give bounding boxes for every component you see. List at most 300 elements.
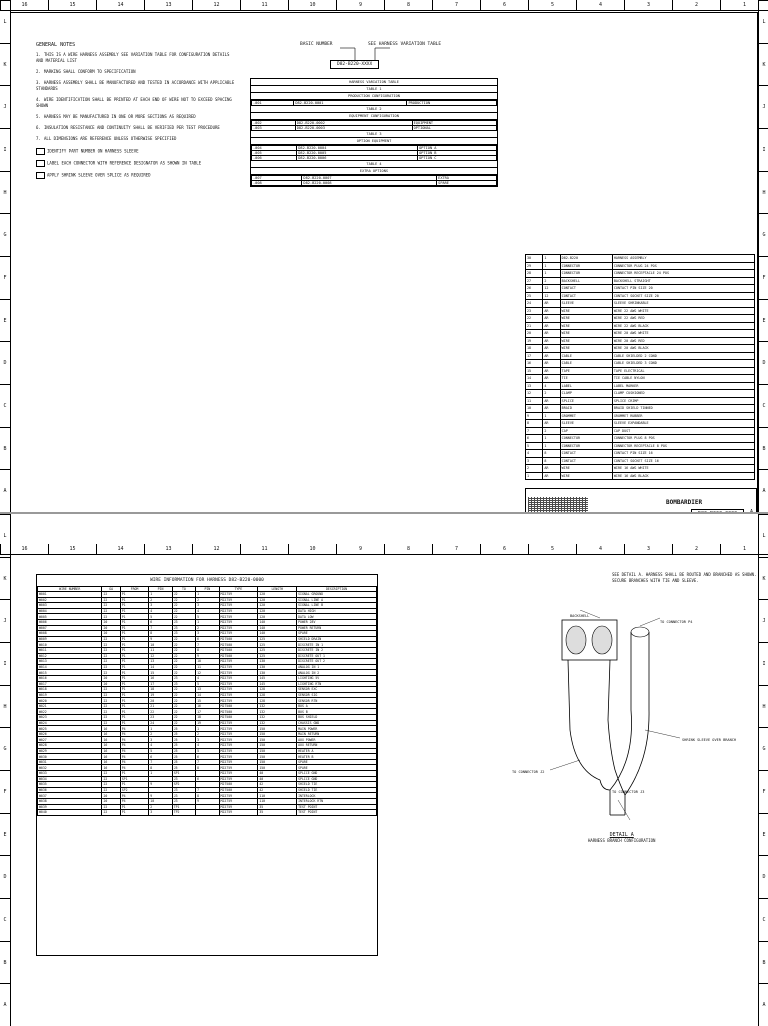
zone-label-col: 8 (384, 0, 432, 10)
table-cell: 3 (149, 603, 172, 609)
zone-label-row: E (0, 299, 10, 342)
table-cell: 8 (196, 793, 219, 799)
table-cell: J2 (172, 715, 195, 721)
table-cell: 7 (526, 427, 543, 435)
table-cell: J2 (172, 709, 195, 715)
table-cell: M22759 (219, 664, 258, 670)
table-cell: 22 (102, 647, 120, 653)
table-cell: J3 (172, 793, 195, 799)
table-cell: P4 (120, 765, 149, 771)
table-cell: 22 (526, 315, 543, 323)
zone-label-row: J (0, 599, 10, 642)
zone-label-col: 6 (480, 0, 528, 10)
table-cell: AR (543, 307, 560, 315)
harness-detail-illustration (540, 610, 740, 830)
variation-section-sub: PRODUCTION CONFIGURATION (251, 93, 497, 100)
table-cell: WIRE (560, 345, 612, 353)
table-cell: TP1 (172, 804, 195, 810)
table-cell: DATA LOW (297, 614, 377, 620)
table-cell: 3 (196, 631, 219, 637)
table-cell: 22 (102, 776, 120, 782)
table-row (526, 390, 755, 398)
table-cell: M27500 (219, 647, 258, 653)
table-cell: SPARE (437, 181, 497, 186)
table-cell: P1 (120, 636, 149, 642)
table-cell: M22759 (219, 675, 258, 681)
table-cell: INTERLOCK (297, 793, 377, 799)
table-cell: WIRE 22 AWG RED (612, 315, 754, 323)
table-cell: J2 (172, 647, 195, 653)
table-cell: 20 (526, 330, 543, 338)
table-cell: 150 (258, 765, 297, 771)
column-header: PIN (196, 587, 219, 592)
table-cell: 22 (149, 709, 172, 715)
table-cell: W028 (38, 743, 102, 749)
zone-label-row: J (759, 85, 768, 128)
table-cell: W030 (38, 754, 102, 760)
flag-note-item (36, 160, 236, 167)
table-cell: 13 (526, 382, 543, 390)
table-cell: M27500 (219, 642, 258, 648)
table-cell: OPTIONAL (412, 126, 496, 131)
table-cell: -005 (252, 151, 297, 156)
table-cell: M22759 (219, 698, 258, 704)
table-cell: P1 (120, 614, 149, 620)
table-cell: W039 (38, 804, 102, 810)
table-cell: M27500 (219, 709, 258, 715)
table-cell: GROMMET RUBBER (612, 412, 754, 420)
table-cell: 8 (543, 457, 560, 465)
note-number: 1. (36, 52, 41, 57)
table-cell: WIRE (560, 337, 612, 345)
table-cell: LIGHTING RTN (297, 681, 377, 687)
zone-label-row: L (0, 0, 10, 43)
table-cell: 22 (102, 703, 120, 709)
table-cell: 132 (258, 715, 297, 721)
table-cell: 40 (258, 776, 297, 782)
table-cell: HEATER B (297, 754, 377, 760)
zone-label-col: 16 (0, 0, 48, 10)
table-cell: BUS A (297, 703, 377, 709)
table-cell: 1 (196, 619, 219, 625)
table-cell: P1 (120, 619, 149, 625)
table-cell: W023 (38, 715, 102, 721)
note-text: MARKING SHALL CONFORM TO SPECIFICATION (44, 69, 136, 74)
table-cell: 1 (196, 592, 219, 598)
table-cell: 14 (149, 664, 172, 670)
zone-label-row: H (759, 685, 768, 728)
table-cell: 22 (102, 687, 120, 693)
zone-label-row: B (759, 427, 768, 470)
table-cell: SLEEVE (560, 300, 612, 308)
table-cell: 5 (149, 748, 172, 754)
table-cell: POWER 28V (297, 619, 377, 625)
table-cell: 12 (526, 390, 543, 398)
table-cell: 125 (258, 636, 297, 642)
table-row (526, 262, 755, 270)
table-cell: J5 (172, 759, 195, 765)
zone-label-row: D (0, 855, 10, 898)
detail-callout-1: BACKSHELL (570, 614, 590, 618)
column-header: GA (102, 587, 120, 592)
table-cell: 22 (102, 692, 120, 698)
table-cell: SP2 (120, 787, 149, 793)
table-cell: SPARE (297, 765, 377, 771)
zone-label-row: G (759, 213, 768, 256)
table-cell: 3 (196, 603, 219, 609)
note-text: INSULATION RESISTANCE AND CONTINUITY SHALL BE VERIFIED PER TEST PROCEDURE (44, 125, 220, 130)
table-row (252, 156, 497, 161)
zone-label-col: 7 (432, 544, 480, 554)
zone-label-row: I (0, 642, 10, 685)
table-cell: SPARE (297, 759, 377, 765)
table-cell: AR (543, 360, 560, 368)
zone-label-col: 5 (528, 0, 576, 10)
table-cell: TAPE (560, 367, 612, 375)
zone-label-row: H (0, 685, 10, 728)
table-row (526, 285, 755, 293)
table-cell: 6 (196, 636, 219, 642)
table-row (526, 427, 755, 435)
table-cell: P1 (120, 625, 149, 631)
variation-section-name: TABLE 3 (251, 131, 497, 138)
table-cell: 2 (526, 465, 543, 473)
table-cell: 16 (102, 765, 120, 771)
table-cell: W015 (38, 670, 102, 676)
zone-label-col: 10 (288, 544, 336, 554)
table-cell: P4 (120, 754, 149, 760)
table-row (526, 360, 755, 368)
zone-label-row: H (0, 171, 10, 214)
table-cell: 3 (526, 457, 543, 465)
table-cell: BRAID (560, 405, 612, 413)
table-cell: SP1 (120, 776, 149, 782)
table-cell: M22759 (219, 597, 258, 603)
table-cell: SLEEVE SHRINKABLE (612, 300, 754, 308)
table-cell: 5 (149, 614, 172, 620)
table-cell: HARNESS ASSEMBLY (612, 255, 754, 263)
table-cell: 150 (258, 737, 297, 743)
table-cell: 4 (149, 743, 172, 749)
table-cell: 150 (258, 754, 297, 760)
table-cell: J2 (172, 642, 195, 648)
table-row (252, 101, 497, 106)
zone-label-col: 2 (672, 0, 720, 10)
table-cell: 20 (102, 675, 120, 681)
table-cell: WIRE (560, 330, 612, 338)
table-cell: WIRE (560, 315, 612, 323)
table-cell: 22 (102, 603, 120, 609)
table-cell: INTERLOCK RTN (297, 798, 377, 804)
table-row (252, 126, 497, 131)
table-cell: P4 (120, 737, 149, 743)
zone-label-col: 1 (720, 0, 768, 10)
table-cell: 17 (196, 709, 219, 715)
table-cell: SPLICE CRIMP (612, 397, 754, 405)
zone-label-col: 10 (288, 0, 336, 10)
zone-label-row: A (759, 469, 768, 512)
table-cell: WIRE (560, 307, 612, 315)
table-cell: TEST POINT (297, 810, 377, 816)
table-cell: P4 (120, 743, 149, 749)
zone-label-col: 4 (576, 544, 624, 554)
table-row (38, 810, 377, 816)
table-cell: M27500 (219, 715, 258, 721)
flag-note-icon (36, 160, 45, 167)
table-cell: 24 (526, 300, 543, 308)
table-cell: M22759 (219, 765, 258, 771)
table-cell: MAIN RETURN (297, 731, 377, 737)
zone-label-col: 7 (432, 0, 480, 10)
table-cell: SLEEVE (560, 420, 612, 428)
table-cell: 128 (258, 687, 297, 693)
table-cell: J3 (172, 675, 195, 681)
table-cell: SENSOR RTN (297, 698, 377, 704)
table-cell: J3 (172, 787, 195, 793)
table-cell: 10 (526, 405, 543, 413)
table-cell: CABLE SHIELDED 3 COND (612, 360, 754, 368)
variation-section-sub: EQUIPMENT CONFIGURATION (251, 113, 497, 120)
table-row (526, 255, 755, 263)
table-cell: 130 (258, 659, 297, 665)
table-cell: P1 (120, 597, 149, 603)
table-cell: J2 (172, 659, 195, 665)
wire-information-table (36, 574, 378, 956)
note-item (36, 136, 236, 142)
table-cell: J5 (172, 726, 195, 732)
table-cell: M22759 (219, 793, 258, 799)
zone-label-row: B (0, 941, 10, 984)
table-cell: P1 (120, 715, 149, 721)
table-cell: LABEL MARKER (612, 382, 754, 390)
zone-label-col: 12 (192, 0, 240, 10)
table-cell: LIGHTING 5V (297, 675, 377, 681)
table-cell: CONTACT (560, 285, 612, 293)
table-cell: 25 (526, 292, 543, 300)
table-cell: ANALOG IN 2 (297, 670, 377, 676)
table-cell: W025 (38, 726, 102, 732)
table-cell: 30 (526, 255, 543, 263)
table-row (526, 435, 755, 443)
table-cell: 40 (258, 771, 297, 777)
table-cell: AR (543, 345, 560, 353)
table-row (526, 420, 755, 428)
zone-label-col: 3 (624, 544, 672, 554)
table-cell: 128 (258, 698, 297, 704)
table-cell: P1 (120, 687, 149, 693)
table-cell: P1 (120, 782, 149, 788)
detail-callout-5: TO CONNECTOR J3 (612, 790, 645, 794)
table-cell: 11 (526, 397, 543, 405)
table-cell: 5 (196, 748, 219, 754)
table-cell: P1 (120, 681, 149, 687)
table-cell: SPLICE GND (297, 776, 377, 782)
table-cell: P1 (120, 670, 149, 676)
zone-label-row: C (759, 384, 768, 427)
table-cell: DISCRETE OUT 1 (297, 653, 377, 659)
table-cell: J2 (172, 720, 195, 726)
table-cell: 1 (543, 255, 560, 263)
column-header: PIN (149, 587, 172, 592)
table-cell: 132 (258, 709, 297, 715)
table-cell: P1 (120, 810, 149, 816)
zone-label-col: 13 (144, 0, 192, 10)
table-cell: -004 (252, 146, 297, 151)
table-cell: 22 (102, 670, 120, 676)
table-cell: 22 (102, 636, 120, 642)
table-cell: CONNECTOR (560, 270, 612, 278)
table-cell: J3 (172, 681, 195, 687)
table-cell: 9 (196, 798, 219, 804)
table-cell: 10 (149, 642, 172, 648)
company-logo: BOMBARDIER (666, 499, 703, 506)
note-number: 5. (36, 114, 41, 119)
table-cell: W018 (38, 687, 102, 693)
table-cell: CONTACT SOCKET SIZE 20 (612, 292, 754, 300)
table-cell: W006 (38, 619, 102, 625)
table-cell: M22759 (219, 804, 258, 810)
zone-label-row: B (759, 941, 768, 984)
table-cell: WIRE (560, 322, 612, 330)
table-cell: 22 (102, 592, 120, 598)
table-cell: SHIELD TIE (297, 787, 377, 793)
table-cell: CONNECTOR RECEPTACLE 8 POS (612, 442, 754, 450)
see-variation-label: SEE HARNESS VARIATION TABLE (367, 42, 442, 47)
table-cell: 35 (258, 804, 297, 810)
zone-label-col: 4 (576, 0, 624, 10)
column-header: WIRE NUMBER (38, 587, 102, 592)
table-cell: 24 (149, 720, 172, 726)
table-row (526, 405, 755, 413)
column-header: FROM (120, 587, 149, 592)
zone-label-row: H (759, 171, 768, 214)
table-cell: SIGNAL LINE B (297, 603, 377, 609)
table-cell: CAP DUST (612, 427, 754, 435)
table-cell: 1 (543, 412, 560, 420)
table-cell: 20 (102, 625, 120, 631)
zone-label-col: 14 (96, 0, 144, 10)
table-cell: 22 (102, 659, 120, 665)
zone-label-row: C (0, 384, 10, 427)
wire-table-title: WIRE INFORMATION FOR HARNESS D82-B220-0000 (150, 578, 264, 583)
table-cell: CONTACT PIN SIZE 16 (612, 450, 754, 458)
table-cell: M22759 (219, 619, 258, 625)
table-cell: -008 (252, 181, 302, 186)
table-cell: CONNECTOR (560, 435, 612, 443)
table-cell: BACKSHELL STRAIGHT (612, 277, 754, 285)
table-cell: J5 (172, 737, 195, 743)
column-header: LENGTH (258, 587, 297, 592)
table-cell: W003 (38, 603, 102, 609)
note-number: 2. (36, 69, 41, 74)
bill-of-materials (525, 254, 755, 480)
table-cell: SP2 (172, 782, 195, 788)
table-cell: 20 (102, 793, 120, 799)
table-cell: AR (543, 330, 560, 338)
table-cell: CONNECTOR (560, 442, 612, 450)
table-cell: P1 (120, 642, 149, 648)
table-cell: 128 (258, 692, 297, 698)
zone-label-row: K (759, 557, 768, 600)
table-cell: 4 (196, 743, 219, 749)
variation-section-name: TABLE 2 (251, 106, 497, 113)
table-cell: CABLE (560, 352, 612, 360)
table-cell: P1 (120, 659, 149, 665)
table-cell: 145 (258, 681, 297, 687)
table-row (526, 352, 755, 360)
table-cell: 1 (196, 726, 219, 732)
table-cell: P1 (120, 771, 149, 777)
table-cell: CONTACT (560, 292, 612, 300)
table-cell: AR (543, 420, 560, 428)
table-cell: GROMMET (560, 412, 612, 420)
table-cell: 35 (258, 810, 297, 816)
table-row (526, 307, 755, 315)
table-cell: W008 (38, 631, 102, 637)
table-cell: 4 (149, 608, 172, 614)
note-number: 7. (36, 136, 41, 141)
variation-section-sub: EXTRA OPTIONS (251, 168, 497, 175)
detail-callout-2: TO CONNECTOR P4 (660, 620, 693, 624)
table-cell: W037 (38, 793, 102, 799)
table-cell: D82-B220-0004 (297, 146, 418, 151)
table-cell: P1 (120, 631, 149, 637)
note-number: 6. (36, 125, 41, 130)
zone-label-col: 12 (192, 544, 240, 554)
table-cell: 145 (258, 675, 297, 681)
table-cell: 22 (102, 787, 120, 793)
table-cell: AR (543, 405, 560, 413)
table-row (526, 277, 755, 285)
table-cell: M27500 (219, 782, 258, 788)
zone-label-row: L (759, 0, 768, 43)
table-cell: M22759 (219, 720, 258, 726)
table-cell: CONTACT PIN SIZE 20 (612, 285, 754, 293)
table-cell: W038 (38, 798, 102, 804)
table-cell: 13 (196, 687, 219, 693)
table-cell: TP2 (172, 810, 195, 816)
drawing-sheet-1 (0, 0, 768, 512)
table-cell: 19 (526, 337, 543, 345)
zone-label-row: I (759, 128, 768, 171)
zone-label-row: D (759, 341, 768, 384)
table-cell: W004 (38, 608, 102, 614)
table-cell: 5 (196, 681, 219, 687)
table-cell: SHIELD TIE (297, 782, 377, 788)
zone-label-row: K (0, 557, 10, 600)
table-cell: 2 (196, 625, 219, 631)
table-cell: WIRE 20 AWG RED (612, 337, 754, 345)
table-cell: 42 (258, 782, 297, 788)
table-row (526, 442, 755, 450)
table-cell: J2 (172, 614, 195, 620)
table-cell: 16 (102, 754, 120, 760)
table-row (526, 337, 755, 345)
table-cell: CHASSIS GND (297, 720, 377, 726)
table-cell: M27500 (219, 636, 258, 642)
table-cell: 132 (258, 720, 297, 726)
basic-number-label: BASIC NUMBER (300, 42, 333, 47)
zone-label-row: L (0, 514, 10, 557)
table-cell: W005 (38, 614, 102, 620)
table-cell: TIE (560, 375, 612, 383)
table-cell: 12 (543, 285, 560, 293)
table-cell: P1 (120, 698, 149, 704)
table-cell: M22759 (219, 681, 258, 687)
table-cell: M22759 (219, 687, 258, 693)
table-cell: W035 (38, 782, 102, 788)
table-cell: J2 (172, 597, 195, 603)
